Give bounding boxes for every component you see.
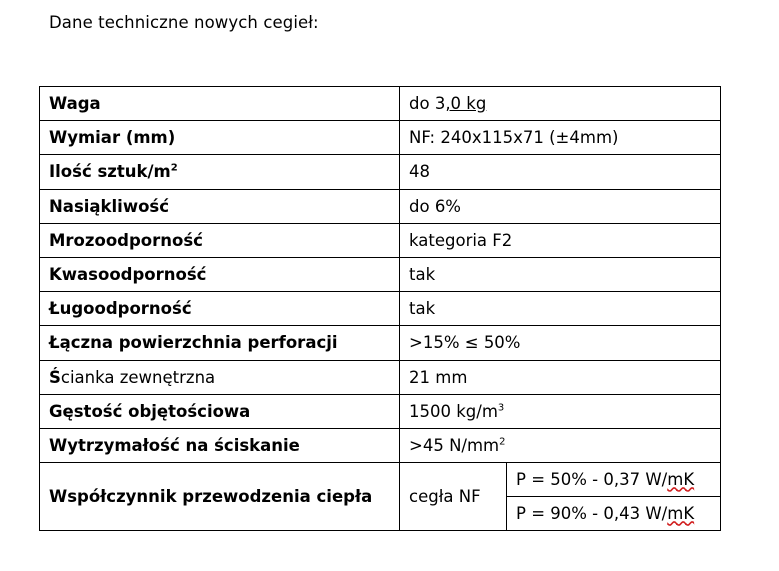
row-value-scianka: 21 mm [400,360,721,394]
table-row [40,223,721,257]
row-label-waga: Waga [40,87,400,121]
row-value-wymiar: NF: 240x115x71 (±4mm) [400,121,721,155]
row-value-cegla-type: cegła NF [400,463,507,531]
row-value-lugoodpornosc: tak [400,292,721,326]
row-label-gestosc: Gęstość objętościowa [40,394,400,428]
row-label-przewodzenie: Współczynnik przewodzenia ciepła [40,463,400,531]
row-label-mrozoodpornosc: Mrozoodporność [40,223,400,257]
table-row [40,189,721,223]
row-label-nasiakliwosc: Nasiąkliwość [40,189,400,223]
row-label-wytrzymalosc: Wytrzymałość na ściskanie [40,428,400,462]
row-value-mrozoodpornosc: kategoria F2 [400,223,721,257]
row-value-perforacja: >15% ≤ 50% [400,326,721,360]
row-value-waga: do 3,0 kg [400,87,721,121]
document-heading: Dane techniczne nowych cegieł: [49,13,319,32]
table-row [40,326,721,360]
table-row [40,87,721,121]
technical-data-table [39,86,721,531]
table-row [40,428,721,462]
row-value-ilosc: 48 [400,155,721,189]
row-value-nasiakliwosc: do 6% [400,189,721,223]
table-row [40,121,721,155]
table-row [40,463,721,497]
table-row [40,155,721,189]
conductivity-value-90: P = 90% - 0,43 W/mK [507,497,721,531]
row-label-lugoodpornosc: Ługoodporność [40,292,400,326]
table-row [40,257,721,291]
row-label-ilosc: Ilość sztuk/$m^2$ [40,155,400,189]
row-value-gestosc: 1500 $kg/m^3$ [400,394,721,428]
row-value-wytrzymalosc: >45 $N/mm^2$ [400,428,721,462]
row-value-kwasoodpornosc: tak [400,257,721,291]
conductivity-value-50: P = 50% - 0,37 W/mK [507,463,721,497]
row-label-wymiar: Wymiar (mm) [40,121,400,155]
table-row [40,394,721,428]
table-row [40,360,721,394]
row-label-scianka: Ścianka zewnętrzna [40,360,400,394]
row-label-kwasoodpornosc: Kwasoodporność [40,257,400,291]
table-row [40,292,721,326]
row-label-perforacja: Łączna powierzchnia perforacji [40,326,400,360]
